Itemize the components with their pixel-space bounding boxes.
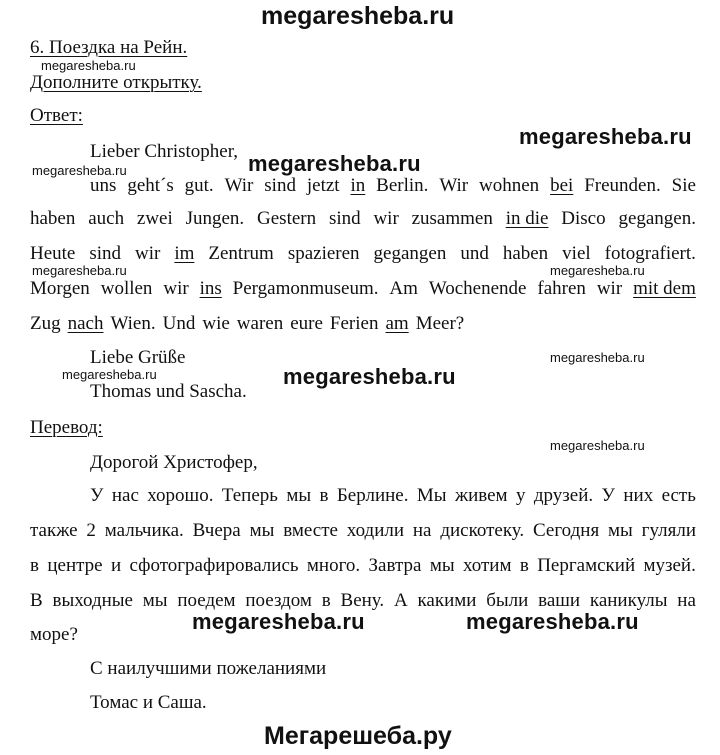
word: Morgen [30, 278, 90, 299]
word: У [601, 485, 615, 506]
word: gegangen [373, 243, 447, 264]
word: Zug [30, 313, 61, 334]
word: них [623, 485, 654, 506]
word: на [677, 590, 696, 611]
word: Meer? [415, 313, 465, 334]
word: viel [562, 243, 591, 264]
word: какими [417, 590, 477, 611]
translation-label: Перевод: [30, 417, 103, 438]
watermark-big: megaresheba.ru [248, 151, 421, 176]
word: в [30, 555, 39, 576]
word: wir [373, 208, 399, 229]
word: haben [502, 243, 549, 264]
word: нас [111, 485, 139, 506]
word: гуляли [641, 520, 696, 541]
word: wollen [100, 278, 153, 299]
word: живем [454, 485, 508, 506]
watermark-small: megaresheba.ru [550, 350, 645, 365]
translation-line-2 [30, 520, 696, 542]
word: sind [89, 243, 122, 264]
word: много. [306, 555, 361, 576]
word: каникулы [589, 590, 668, 611]
word: сфотографировались [129, 555, 299, 576]
translation-line-5 [30, 624, 696, 646]
word: Heute [30, 243, 76, 264]
word: wohnen [479, 175, 540, 196]
word: Завтра [368, 555, 422, 576]
word: также [30, 520, 78, 541]
answer-line-2 [30, 208, 696, 230]
watermark-small: megaresheba.ru [41, 58, 136, 73]
word: geht´s [127, 175, 174, 196]
word: выходные [52, 590, 133, 611]
word: мальчика. [104, 520, 184, 541]
word: Wien. [110, 313, 156, 334]
word: Wir [224, 175, 254, 196]
word: море? [30, 624, 78, 645]
word: У [90, 485, 104, 506]
filled-word: nach [67, 313, 104, 334]
translation-signature: Томас и Саша. [90, 692, 207, 713]
word: jetzt [306, 175, 340, 196]
watermark-big: megaresheba.ru [519, 124, 692, 149]
filled-word: in die [505, 208, 549, 229]
filled-word: am [385, 313, 409, 334]
word: мы [286, 485, 312, 506]
word: Wochenende [428, 278, 527, 299]
word: мы [249, 520, 275, 541]
letter-signature: Thomas und Sascha. [90, 381, 247, 402]
word: Sie [671, 175, 696, 196]
word: fahren [537, 278, 586, 299]
word: wir [135, 243, 161, 264]
word: gegangen. [618, 208, 696, 229]
word: Freunden. [584, 175, 661, 196]
task-title: 6. Поездка на Рейн. [30, 37, 188, 58]
watermark-big: megaresheba.ru [283, 364, 456, 389]
filled-word: ins [199, 278, 222, 299]
word: В [30, 590, 43, 611]
word: Berlin. [376, 175, 429, 196]
word: мы [608, 520, 633, 541]
answer-line-3 [30, 243, 696, 265]
word: Пергамский [537, 555, 636, 576]
filled-word: in [350, 175, 366, 196]
word: eure [290, 313, 323, 334]
filled-word: mit dem [633, 278, 696, 299]
translation-greeting: Дорогой Христофер, [90, 452, 258, 473]
task-instruction: Дополните открытку. [30, 72, 202, 93]
watermark-small: megaresheba.ru [32, 163, 127, 178]
word: wir [163, 278, 189, 299]
word: waren [236, 313, 284, 334]
word: центре [47, 555, 103, 576]
word: Jungen. [185, 208, 245, 229]
word: друзей. [533, 485, 594, 506]
answer-line-5 [30, 313, 696, 335]
watermark-small: megaresheba.ru [62, 367, 157, 382]
word: ходили [346, 520, 405, 541]
word: Gestern [257, 208, 317, 229]
word: у [515, 485, 526, 506]
watermark-big: megaresheba.ru [192, 609, 365, 634]
translation-closing: С наилучшими пожеланиями [90, 658, 327, 679]
word: в [319, 485, 329, 506]
word: хорошо. [147, 485, 214, 506]
word: spazieren [287, 243, 360, 264]
word: Ferien [329, 313, 379, 334]
word: Am [389, 278, 418, 299]
filled-word: im [174, 243, 195, 264]
word: uns [90, 175, 117, 196]
word: мы [142, 590, 168, 611]
answer-label: Ответ: [30, 105, 83, 126]
word: поездом [245, 590, 312, 611]
word: 2 [86, 520, 96, 541]
word: wie [202, 313, 230, 334]
word: und [460, 243, 489, 264]
word: ваши [538, 590, 581, 611]
header-site-watermark: megaresheba.ru [261, 2, 455, 30]
word: fotografiert. [604, 243, 696, 264]
word: на [412, 520, 432, 541]
word: мы [429, 555, 455, 576]
footer-site-watermark: Мегарешеба.ру [264, 722, 452, 750]
word: поедем [177, 590, 236, 611]
word: вместе [283, 520, 338, 541]
word: zusammen [411, 208, 493, 229]
translation-line-1 [90, 485, 696, 507]
word: Вену. [340, 590, 385, 611]
word: auch [88, 208, 125, 229]
word: sind [264, 175, 296, 196]
word: Берлине. [336, 485, 409, 506]
word: Мы [416, 485, 447, 506]
word: Wir [439, 175, 469, 196]
word: gut. [184, 175, 214, 196]
letter-greeting: Lieber Christopher, [90, 141, 239, 162]
word: Сегодня [533, 520, 600, 541]
word: есть [661, 485, 696, 506]
word: Und [162, 313, 196, 334]
word: Вчера [192, 520, 241, 541]
word: А [393, 590, 408, 611]
word: и [110, 555, 122, 576]
watermark-small: megaresheba.ru [32, 263, 127, 278]
watermark-small: megaresheba.ru [550, 438, 645, 453]
word: sind [328, 208, 361, 229]
word: были [486, 590, 529, 611]
watermark-small: megaresheba.ru [550, 263, 645, 278]
word: музей. [643, 555, 696, 576]
word: дискотеку. [440, 520, 525, 541]
word: в [519, 555, 529, 576]
answer-line-1 [90, 175, 696, 197]
word: Disco [561, 208, 606, 229]
word: wir [596, 278, 623, 299]
word: хотим [462, 555, 512, 576]
word: в [321, 590, 331, 611]
filled-word: bei [550, 175, 574, 196]
answer-line-4 [30, 278, 696, 300]
translation-line-3 [30, 555, 696, 577]
watermark-big: megaresheba.ru [466, 609, 639, 634]
word: Pergamonmuseum. [232, 278, 379, 299]
word: zwei [136, 208, 173, 229]
word: Теперь [221, 485, 278, 506]
letter-closing: Liebe Grüße [90, 347, 186, 368]
word: haben [30, 208, 76, 229]
word: Zentrum [208, 243, 274, 264]
